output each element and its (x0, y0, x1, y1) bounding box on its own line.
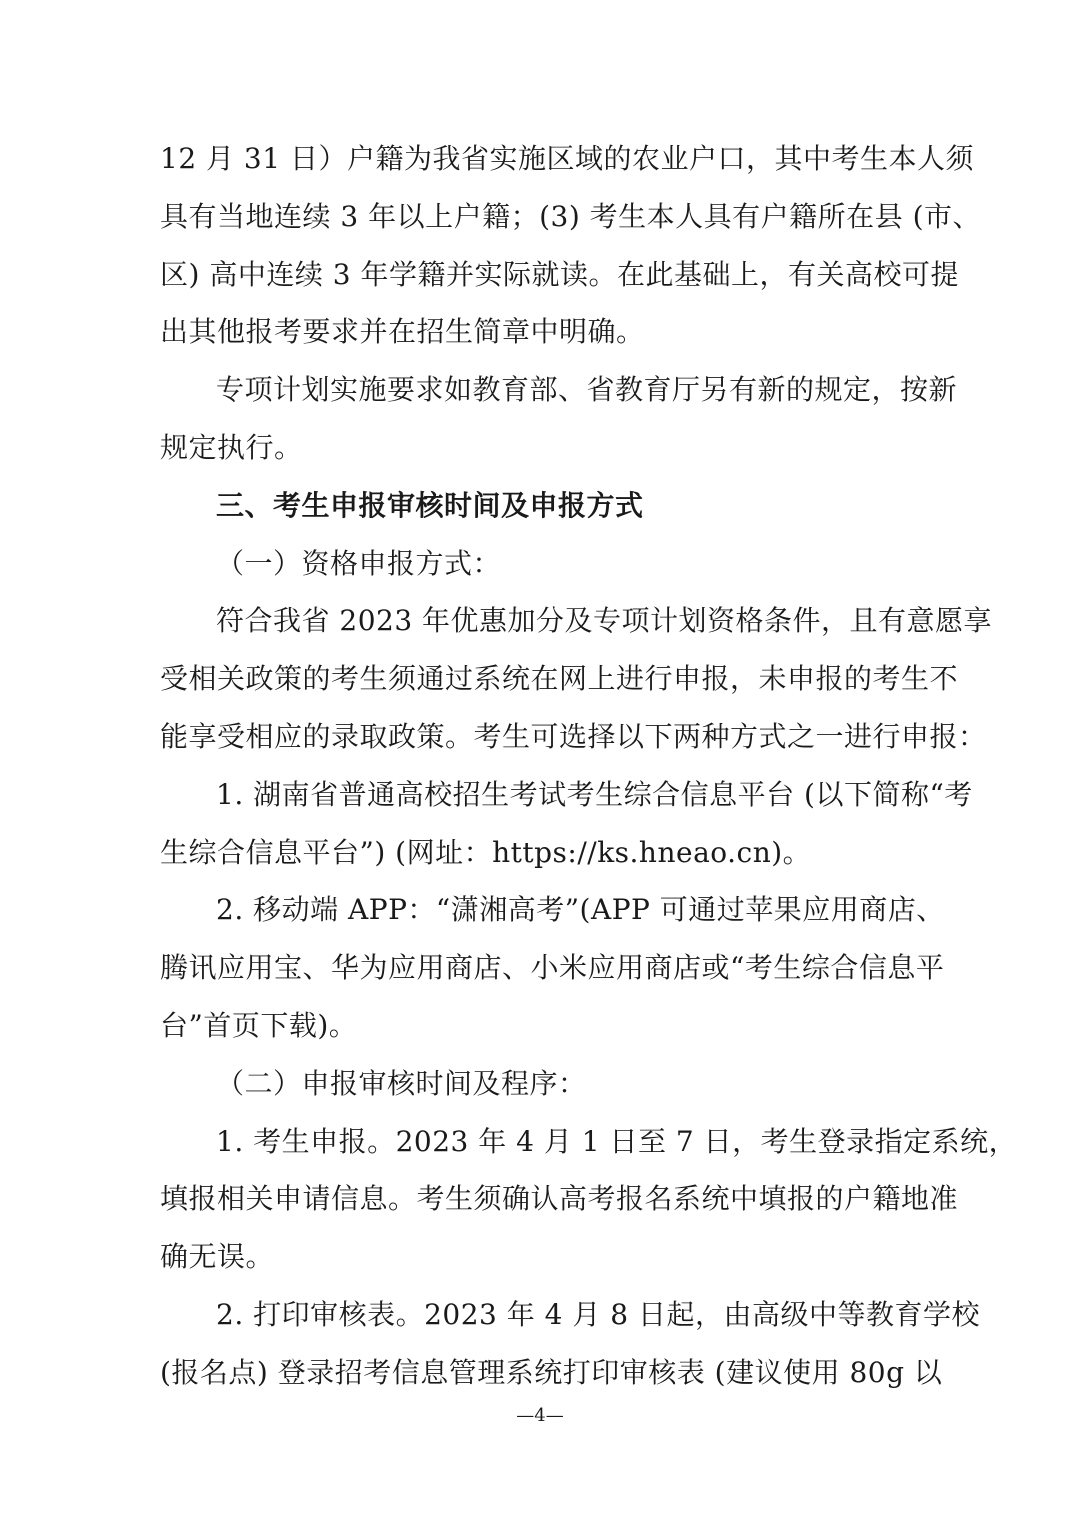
text-line: 受相关政策的考生须通过系统在网上进行申报，未申报的考生不 (160, 662, 959, 696)
section-heading: 三、考生申报审核时间及申报方式 (216, 488, 644, 522)
text-line: (报名点) 登录招考信息管理系统打印审核表 (建议使用 80g 以 (160, 1355, 943, 1389)
text-line: 12 月 31 日）户籍为我省实施区域的农业户口，其中考生本人须 (160, 142, 974, 175)
list-item: 1. 考生申报。2023 年 4 月 1 日至 7 日，考生登录指定系统， (216, 1124, 1018, 1158)
subsection-heading: （二）申报审核时间及程序： (216, 1066, 587, 1100)
text-line: 规定执行。 (160, 430, 303, 464)
text-line: 具有当地连续 3 年以上户籍；(3) 考生本人具有户籍所在县 (市、 (160, 199, 982, 233)
list-item: 1. 湖南省普通高校招生考试考生综合信息平台 (以下简称“考 (216, 777, 973, 811)
text-line: 能享受相应的录取政策。考生可选择以下两种方式之一进行申报： (160, 719, 987, 753)
text-line: 符合我省 2023 年优惠加分及专项计划资格条件，且有意愿享 (216, 604, 993, 638)
text-line: 腾讯应用宝、华为应用商店、小米应用商店或“考生综合信息平 (160, 951, 945, 985)
text-line: 生综合信息平台”) (网址：https://ks.hneao.cn)。 (160, 835, 812, 869)
text-line: 专项计划实施要求如教育部、省教育厅另有新的规定，按新 (216, 373, 958, 407)
text-line: 出其他报考要求并在招生简章中明确。 (160, 315, 645, 349)
text-line: 填报相关申请信息。考生须确认高考报名系统中填报的户籍地准 (160, 1182, 959, 1216)
subsection-heading: （一）资格申报方式： (216, 546, 502, 580)
list-item: 2. 打印审核表。2023 年 4 月 8 日起，由高级中等教育学校 (216, 1297, 981, 1331)
text-line: 区) 高中连续 3 年学籍并实际就读。在此基础上，有关高校可提 (160, 257, 959, 291)
text-line: 台”首页下载)。 (160, 1008, 358, 1042)
body-text (160, 130, 1018, 1402)
page-number: —4— (516, 1405, 564, 1426)
text-line: 确无误。 (160, 1240, 275, 1274)
list-item: 2. 移动端 APP：“潇湘高考”(APP 可通过苹果应用商店、 (216, 893, 945, 927)
